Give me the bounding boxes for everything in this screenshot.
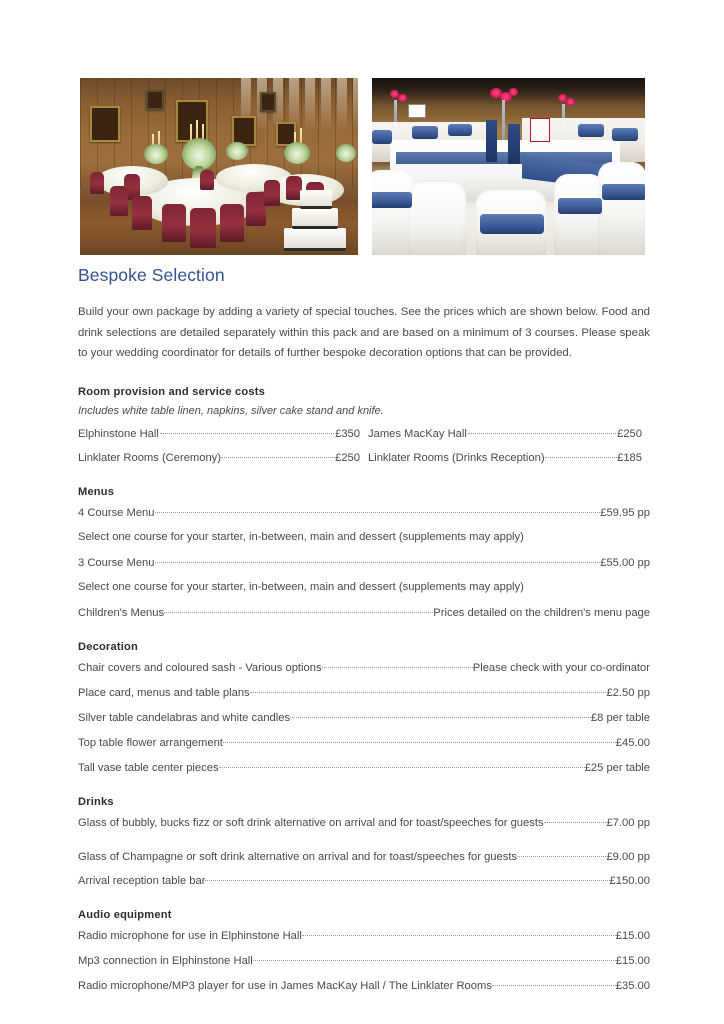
- price-row-value: £15.00: [615, 929, 650, 942]
- wedding-cake: [280, 181, 352, 251]
- audio-rows: [78, 928, 650, 994]
- leader-dots: [164, 611, 433, 613]
- price-row-value: £185: [617, 451, 642, 464]
- price-row-label: 3 Course Menu: [78, 556, 155, 569]
- section-heading-drinks: Drinks: [78, 795, 114, 808]
- price-row-value: £2.50 pp: [606, 686, 650, 699]
- price-row: [78, 849, 650, 865]
- price-row-value: £7.00 pp: [606, 816, 650, 829]
- price-row-label: Chair covers and coloured sash - Various options: [78, 661, 322, 674]
- price-row-value: £35.00: [615, 979, 650, 992]
- price-row-label: Linklater Rooms (Drinks Reception): [368, 451, 545, 464]
- leader-dots: [205, 879, 609, 881]
- leader-dots: [223, 741, 616, 743]
- section-decoration: [78, 641, 650, 776]
- price-row-label: Glass of Champagne or soft drink alternative on arrival and for toast/speeches for guests: [78, 850, 518, 863]
- section-drinks: [78, 796, 650, 889]
- leader-dots: [302, 934, 616, 936]
- leader-dots: [160, 432, 334, 434]
- section-heading-decoration: Decoration: [78, 640, 138, 653]
- leader-dots: [155, 511, 601, 513]
- decoration-rows: [78, 660, 650, 776]
- price-row-label: Elphinstone Hall: [78, 427, 159, 440]
- leader-dots: [545, 456, 618, 458]
- price-row-label: Linklater Rooms (Ceremony): [78, 451, 221, 464]
- section-room-provision: [78, 386, 650, 466]
- price-row: [78, 873, 650, 889]
- leader-dots: [468, 432, 616, 434]
- price-row-subtext: Select one course for your starter, in-between, main and dessert (supplements may apply): [78, 580, 524, 593]
- photo-elphinstone-hall-burgundy-setup: [80, 78, 358, 255]
- intro-paragraph: Build your own package by adding a variety of special touches. See the prices which are shown below. Food and drink selections are detailed separately within this pack and are based on a minimum of 3 courses. Please speak to your wedding coordinator for details of further bespoke decoration options that can be provided.: [78, 306, 650, 359]
- leader-dots: [253, 959, 616, 961]
- price-row-value: Please check with your co-ordinator: [472, 661, 650, 674]
- price-row-value: Prices detailed on the children's menu page: [433, 606, 650, 619]
- leader-dots: [492, 984, 616, 986]
- leader-dots: [290, 716, 591, 718]
- price-row-value: £350: [335, 427, 360, 440]
- room-provision-grid: [78, 426, 650, 466]
- price-row-value: £150.00: [609, 874, 650, 887]
- price-row-label: 4 Course Menu: [78, 506, 155, 519]
- leader-dots: [250, 691, 607, 693]
- room-provision-note: Includes white table linen, napkins, silver cake stand and knife.: [78, 404, 384, 417]
- photo-band: [80, 78, 645, 255]
- leader-dots: [219, 766, 585, 768]
- section-heading-room-provision: Room provision and service costs: [78, 385, 266, 398]
- leader-dots: [155, 561, 601, 563]
- price-row-value: £25 per table: [584, 761, 650, 774]
- price-row: [78, 660, 650, 676]
- price-row-value: £8 per table: [590, 711, 650, 724]
- photo-hall-white-covers-blue-sashes: [372, 78, 645, 255]
- price-row: [78, 685, 650, 701]
- document-content: [78, 265, 650, 1014]
- section-heading-menus: Menus: [78, 485, 115, 498]
- price-row-label: Mp3 connection in Elphinstone Hall: [78, 954, 253, 967]
- leader-dots: [322, 666, 473, 668]
- price-row-label: Place card, menus and table plans: [78, 686, 250, 699]
- price-row: [78, 710, 650, 726]
- price-row: [78, 978, 650, 994]
- price-row-label: Children's Menus: [78, 606, 165, 619]
- price-row-label: Radio microphone for use in Elphinstone Hall: [78, 929, 302, 942]
- price-row: [78, 815, 650, 831]
- leader-dots: [517, 855, 606, 857]
- price-row-label: Arrival reception table bar: [78, 874, 206, 887]
- section-audio-equipment: [78, 909, 650, 994]
- price-row: [78, 555, 650, 571]
- price-row-label: James MacKay Hall: [368, 427, 467, 440]
- price-row-value: £15.00: [615, 954, 650, 967]
- price-row: [78, 426, 368, 442]
- page-title: Bespoke Selection: [78, 265, 225, 285]
- price-row-value: £250: [617, 427, 642, 440]
- price-row: [78, 450, 368, 466]
- section-menus: [78, 486, 650, 621]
- price-row: [78, 735, 650, 751]
- price-row-label: Top table flower arrangement: [78, 736, 223, 749]
- price-row: [78, 505, 650, 521]
- section-heading-audio-equipment: Audio equipment: [78, 908, 172, 921]
- price-row: [78, 605, 650, 621]
- price-row: [78, 953, 650, 969]
- price-row-value: £250: [335, 451, 360, 464]
- price-row-value: £9.00 pp: [606, 850, 650, 863]
- price-row-value: £55.00 pp: [600, 556, 650, 569]
- price-row-label: Radio microphone/MP3 player for use in James MacKay Hall / The Linklater Rooms: [78, 979, 492, 992]
- price-row: [368, 450, 650, 466]
- menus-rows: [78, 505, 650, 621]
- price-row: [368, 426, 650, 442]
- price-row-label: Glass of bubbly, bucks fizz or soft drink alternative on arrival and for toast/speeches for guests: [78, 816, 544, 829]
- price-row-label: Tall vase table center pieces: [78, 761, 219, 774]
- price-row-subtext: Select one course for your starter, in-between, main and dessert (supplements may apply): [78, 530, 524, 543]
- price-row: [78, 928, 650, 944]
- price-row: [78, 760, 650, 776]
- price-row-value: £45.00: [615, 736, 650, 749]
- price-row-value: £59.95 pp: [600, 506, 650, 519]
- leader-dots: [221, 456, 335, 458]
- leader-dots: [544, 821, 607, 823]
- price-row-label: Silver table candelabras and white candles: [78, 711, 291, 724]
- drinks-rows: [78, 815, 650, 889]
